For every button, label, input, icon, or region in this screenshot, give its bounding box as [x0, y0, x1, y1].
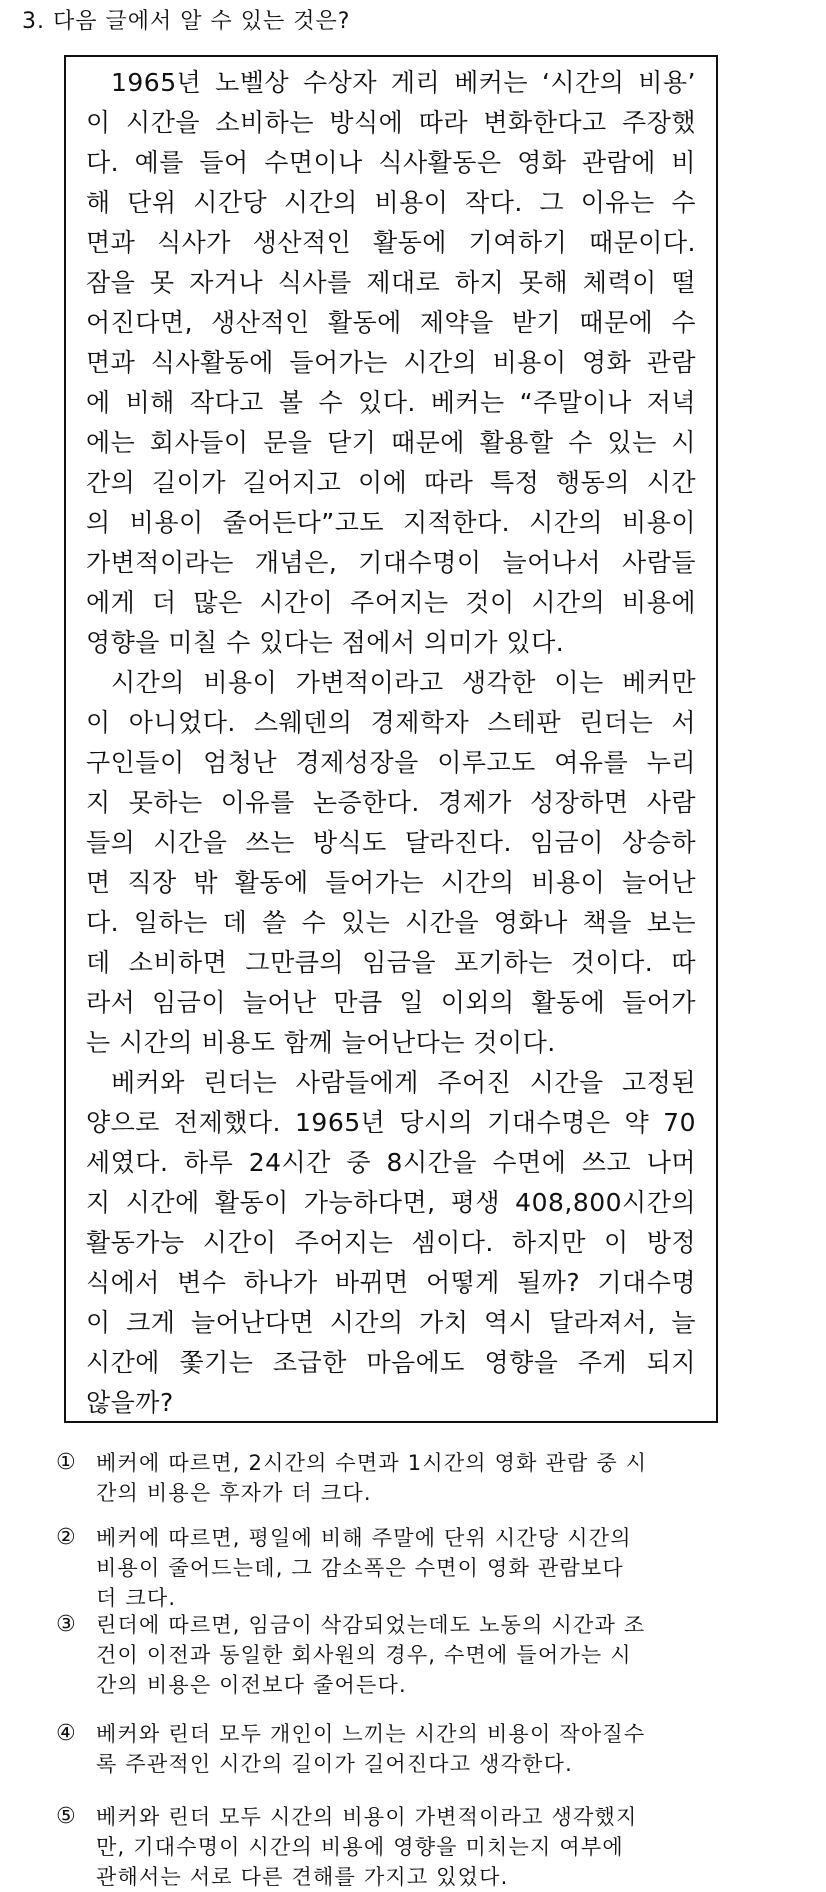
answer-option-2[interactable]: [56, 1523, 776, 1613]
passage-line: 간의 길이가 길어지고 이에 따라 특정 행동의 시간: [86, 468, 696, 497]
option-text-line: 베커와 린더 모두 시간의 비용이 가변적이라고 생각했지: [96, 1805, 638, 1829]
passage-line: 1965년 노벨상 수상자 게리 베커는 ‘시간의 비용’: [111, 68, 696, 97]
option-text-line: 관해서는 서로 다른 견해를 가지고 있었다.: [96, 1865, 509, 1889]
passage-line: 활동가능 시간이 주어지는 셈이다. 하지만 이 방정: [86, 1228, 696, 1257]
answer-option-4[interactable]: [56, 1719, 776, 1779]
passage-line: 에 비해 작다고 볼 수 있다. 베커는 “주말이나 저녁: [86, 388, 696, 417]
passage-line: 잠을 못 자거나 식사를 제대로 하지 못해 체력이 떨: [86, 268, 696, 297]
passage-line: 면 직장 밖 활동에 들어가는 시간의 비용이 늘어난: [86, 868, 696, 897]
option-text-line: 린더에 따르면, 임금이 삭감되었는데도 노동의 시간과 조: [96, 1613, 646, 1637]
passage-line: 식에서 변수 하나가 바뀌면 어떻게 될까? 기대수명: [86, 1268, 696, 1297]
passage-line: 영향을 미칠 수 있다는 점에서 의미가 있다.: [86, 628, 565, 657]
option-text-line: 간의 비용은 후자가 더 크다.: [96, 1481, 372, 1505]
option-number: ⑤: [56, 1804, 76, 1829]
passage-line: 다. 일하는 데 쓸 수 있는 시간을 영화나 책을 보는: [86, 908, 696, 937]
passage-line: 면과 식사가 생산적인 활동에 기여하기 때문이다.: [86, 228, 696, 257]
passage-line: 면과 식사활동에 들어가는 시간의 비용이 영화 관람: [86, 348, 696, 377]
option-text-line: 간의 비용은 이전보다 줄어든다.: [96, 1673, 407, 1697]
question-title: 3. 다음 글에서 알 수 있는 것은?: [22, 9, 351, 34]
passage-line: 지 시간에 활동이 가능하다면, 평생 408,800시간의: [86, 1188, 696, 1217]
passage-line: 라서 임금이 늘어난 만큼 일 이외의 활동에 들어가: [86, 988, 696, 1017]
option-text-line: 베커와 린더 모두 개인이 느끼는 시간의 비용이 작아질수: [96, 1722, 646, 1746]
passage-line: 어진다면, 생산적인 활동에 제약을 받기 때문에 수: [86, 308, 696, 337]
option-text-line: 비용이 줄어드는데, 그 감소폭은 수면이 영화 관람보다: [96, 1556, 624, 1580]
passage-line: 에게 더 많은 시간이 주어지는 것이 시간의 비용에: [86, 588, 696, 617]
passage-line: 는 시간의 비용도 함께 늘어난다는 것이다.: [86, 1028, 556, 1057]
passage-box: [64, 55, 718, 1423]
passage-line: 다. 예를 들어 수면이나 식사활동은 영화 관람에 비: [86, 148, 696, 177]
option-number: ②: [56, 1525, 76, 1550]
passage-line: 세였다. 하루 24시간 중 8시간을 수면에 쓰고 나머: [86, 1148, 696, 1177]
passage-line: 이 크게 늘어난다면 시간의 가치 역시 달라져서, 늘: [86, 1308, 696, 1337]
passage-line: 않을까?: [86, 1388, 174, 1417]
passage-line: 의 비용이 줄어든다”고도 지적한다. 시간의 비용이: [86, 508, 696, 537]
passage-line: 시간의 비용이 가변적이라고 생각한 이는 베커만: [111, 668, 696, 697]
passage-line: 양으로 전제했다. 1965년 당시의 기대수명은 약 70: [86, 1108, 696, 1137]
answer-option-1[interactable]: [56, 1448, 776, 1508]
answer-option-3[interactable]: [56, 1610, 776, 1700]
option-text-line: 만, 기대수명이 시간의 비용에 영향을 미치는지 여부에: [96, 1835, 624, 1859]
option-number: ④: [56, 1721, 76, 1746]
passage-line: 가변적이라는 개념은, 기대수명이 늘어나서 사람들: [86, 548, 696, 577]
option-text-line: 베커에 따르면, 평일에 비해 주말에 단위 시간당 시간의: [96, 1526, 632, 1550]
passage-line: 해 단위 시간당 시간의 비용이 작다. 그 이유는 수: [86, 188, 696, 217]
passage-line: 데 소비하면 그만큼의 임금을 포기하는 것이다. 따: [86, 948, 696, 977]
option-text-line: 더 크다.: [96, 1586, 177, 1610]
answer-option-5[interactable]: [56, 1802, 776, 1892]
passage-line: 베커와 린더는 사람들에게 주어진 시간을 고정된: [111, 1068, 696, 1097]
passage-line: 시간에 쫓기는 조급한 마음에도 영향을 주게 되지: [86, 1348, 696, 1377]
passage-line: 들의 시간을 쓰는 방식도 달라진다. 임금이 상승하: [86, 828, 696, 857]
passage-line: 이 아니었다. 스웨덴의 경제학자 스테판 린더는 서: [86, 708, 696, 737]
passage-line: 지 못하는 이유를 논증한다. 경제가 성장하면 사람: [86, 788, 696, 817]
option-number: ①: [56, 1450, 76, 1475]
option-number: ③: [56, 1612, 76, 1637]
option-text-line: 록 주관적인 시간의 길이가 길어진다고 생각한다.: [96, 1752, 573, 1776]
option-text-line: 건이 이전과 동일한 회사원의 경우, 수면에 들어가는 시: [96, 1643, 632, 1667]
passage-line: 구인들이 엄청난 경제성장을 이루고도 여유를 누리: [86, 748, 696, 777]
passage-line: 에는 회사들이 문을 닫기 때문에 활용할 수 있는 시: [86, 428, 696, 457]
option-text-line: 베커에 따르면, 2시간의 수면과 1시간의 영화 관람 중 시: [96, 1451, 648, 1475]
passage-line: 이 시간을 소비하는 방식에 따라 변화한다고 주장했: [86, 108, 696, 137]
